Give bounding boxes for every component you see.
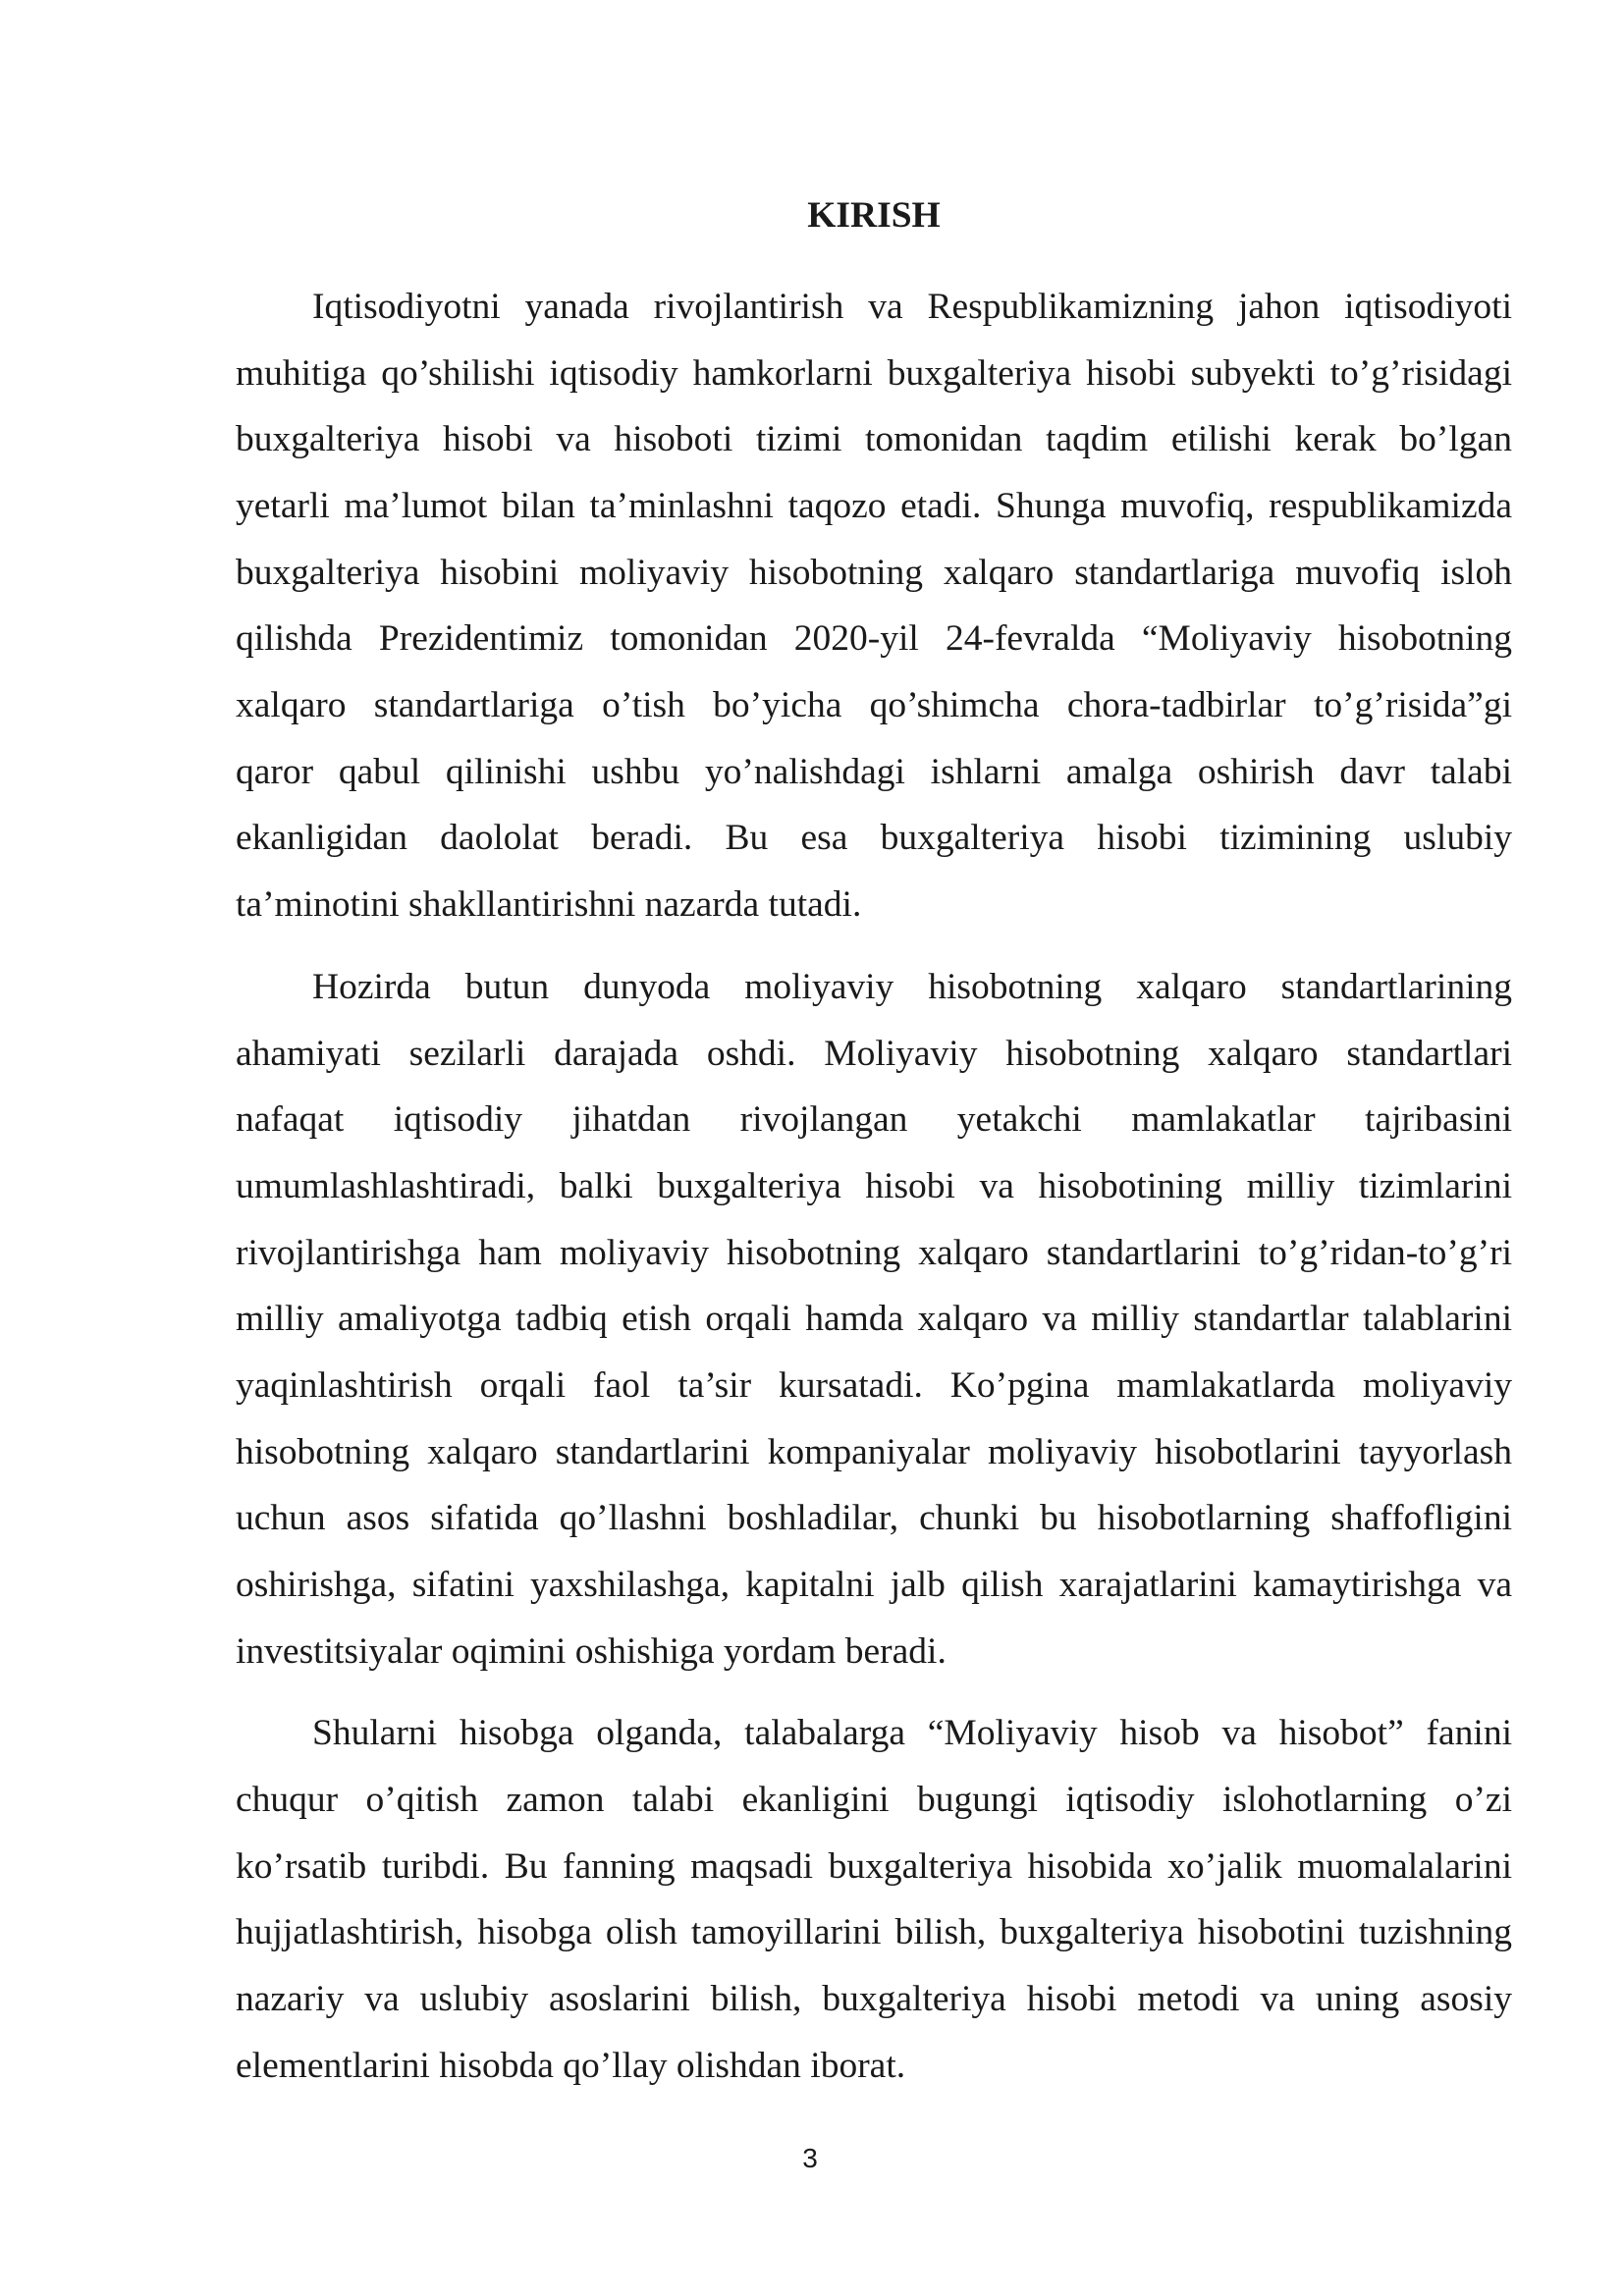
text-line: qaror qabul qilinishi ushbu yo’nalishdagi ishlarni amalga oshirish davr talabi	[236, 751, 1512, 792]
page-number: 3	[802, 2143, 818, 2173]
text-line: ekanligidan daololat beradi. Bu esa buxgalteriya hisobi tizimining uslubiy	[236, 818, 1512, 859]
text-line: Iqtisodiyotni yanada rivojlantirish va Respublikamizning jahon iqtisodiyoti	[312, 286, 1512, 327]
text-line: hisobotning xalqaro standartlarini kompaniyalar moliyaviy hisobotlarini tayyorlash	[236, 1431, 1512, 1472]
text-line: Hozirda butun dunyoda moliyaviy hisobotning xalqaro standartlarining	[312, 966, 1512, 1007]
text-line: nafaqat iqtisodiy jihatdan rivojlangan yetakchi mamlakatlar tajribasini	[236, 1099, 1512, 1141]
text-line: milliy amaliyotga tadbiq etish orqali hamda xalqaro va milliy standartlar talablarini	[236, 1299, 1512, 1340]
section-title: KIRISH	[807, 195, 941, 236]
text-line: rivojlantirishga ham moliyaviy hisobotning xalqaro standartlarini to’g’ridan-to’g’ri	[236, 1232, 1512, 1273]
text-line: umumlashlashtiradi, balki buxgalteriya hisobi va hisobotining milliy tizimlarini	[236, 1165, 1512, 1206]
document-body	[236, 183, 1512, 2115]
text-line: chuqur o’qitish zamon talabi ekanligini bugungi iqtisodiy islohotlarning o’zi	[236, 1780, 1512, 1821]
text-line: hujjatlashtirish, hisobga olish tamoyillarini bilish, buxgalteriya hisobotini tuzishning	[236, 1912, 1512, 1953]
paragraph-1	[236, 274, 1512, 938]
text-line: yetarli ma’lumot bilan ta’minlashni taqozo etadi. Shunga muvofiq, respublikamizda	[236, 486, 1512, 527]
text-line: yaqinlashtirish orqali faol ta’sir kursatadi. Ko’pgina mamlakatlarda moliyaviy	[236, 1364, 1512, 1406]
text-line-last: elementlarini hisobda qo’llay olishdan iborat.	[236, 2045, 906, 2086]
text-line: buxgalteriya hisobi va hisoboti tizimi tomonidan taqdim etilishi kerak bo’lgan	[236, 419, 1512, 460]
text-line: nazariy va uslubiy asoslarini bilish, buxgalteriya hisobi metodi va uning asosiy	[236, 1979, 1512, 2020]
text-line-last: investitsiyalar oqimini oshishiga yordam beradi.	[236, 1630, 947, 1672]
paragraph-3	[236, 1700, 1512, 2099]
text-line: xalqaro standartlariga o’tish bo’yicha qo’shimcha chora-tadbirlar to’g’risida”gi	[236, 685, 1512, 726]
text-line: qilishda Prezidentimiz tomonidan 2020-yil 24-fevralda “Moliyaviy hisobotning	[236, 618, 1512, 660]
text-line: Shularni hisobga olganda, talabalarga “Moliyaviy hisob va hisobot” fanini	[312, 1713, 1512, 1754]
text-line: ahamiyati sezilarli darajada oshdi. Moliyaviy hisobotning xalqaro standartlari	[236, 1033, 1512, 1074]
text-line: muhitiga qo’shilishi iqtisodiy hamkorlarni buxgalteriya hisobi subyekti to’g’risidagi	[236, 352, 1512, 394]
text-line: uchun asos sifatida qo’llashni boshladilar, chunki bu hisobotlarning shaffofligini	[236, 1498, 1512, 1539]
text-line-last: ta’minotini shakllantirishni nazarda tutadi.	[236, 884, 862, 926]
text-line: oshirishga, sifatini yaxshilashga, kapitalni jalb qilish xarajatlarini kamaytirishga va	[236, 1565, 1512, 1606]
paragraph-2	[236, 954, 1512, 1685]
text-line: buxgalteriya hisobini moliyaviy hisobotning xalqaro standartlariga muvofiq isloh	[236, 552, 1512, 593]
text-line: ko’rsatib turibdi. Bu fanning maqsadi buxgalteriya hisobida xo’jalik muomalalarini	[236, 1845, 1512, 1887]
